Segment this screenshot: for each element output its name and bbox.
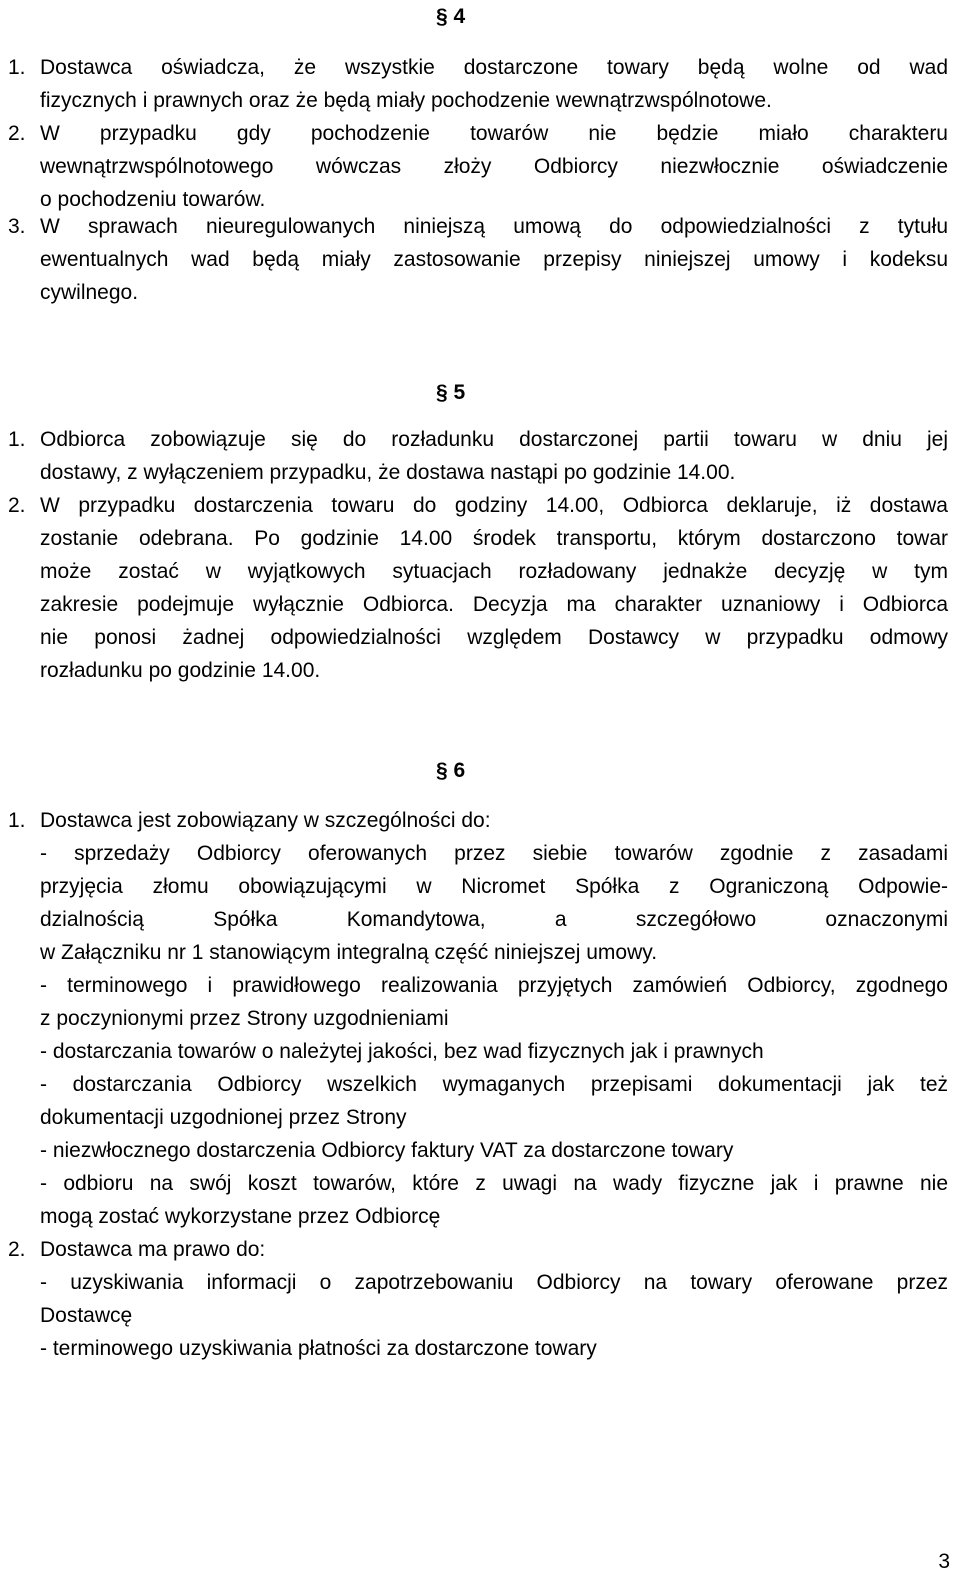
paragraph-line: z poczynionymi przez Strony uzgodnieniami	[40, 1007, 449, 1030]
paragraph-line: dokumentacji uzgodnionej przez Strony	[40, 1106, 407, 1129]
paragraph-line: dostawy, z wyłączeniem przypadku, że dostawa nastąpi po godzinie 14.00.	[40, 461, 736, 484]
paragraph-line: zakresie podejmuje wyłącznie Odbiorca. Decyzja ma charakter uznaniowy i Odbiorca	[40, 593, 948, 616]
paragraph-line: fizycznych i prawnych oraz że będą miały pochodzenie wewnątrzwspólnotowe.	[40, 89, 772, 112]
paragraph-line: mogą zostać wykorzystane przez Odbiorcę	[40, 1205, 441, 1228]
paragraph-line: dzialnością Spółka Komandytowa, a szczegółowo oznaczonymi	[40, 908, 948, 931]
item-number: 2.	[8, 1238, 26, 1261]
section-6-heading: § 6	[436, 759, 466, 782]
item-number: 2.	[8, 122, 26, 145]
paragraph-line: może zostać w wyjątkowych sytuacjach rozładowany jednakże decyzję w tym	[40, 560, 948, 583]
item-number: 2.	[8, 494, 26, 517]
paragraph-line: rozładunku po godzinie 14.00.	[40, 659, 321, 682]
paragraph-line: - odbioru na swój koszt towarów, które z uwagi na wady fizyczne jak i prawne nie	[40, 1172, 948, 1195]
paragraph-line: przyjęcia złomu obowiązującymi w Nicromet Spółka z Ograniczoną Odpowie-	[40, 875, 948, 898]
paragraph-line: w Załączniku nr 1 stanowiącym integralną część niniejszej umowy.	[40, 941, 658, 964]
paragraph-line: Dostawca jest zobowiązany w szczególności do:	[40, 809, 491, 832]
paragraph-line: - niezwłocznego dostarczenia Odbiorcy faktury VAT za dostarczone towary	[40, 1139, 734, 1162]
paragraph-line: o pochodzeniu towarów.	[40, 188, 266, 211]
paragraph-line: - terminowego i prawidłowego realizowania przyjętych zamówień Odbiorcy, zgodnego	[40, 974, 948, 997]
paragraph-line: Dostawcę	[40, 1304, 133, 1327]
paragraph-line: - sprzedaży Odbiorcy oferowanych przez siebie towarów zgodnie z zasadami	[40, 842, 948, 865]
paragraph-line: cywilnego.	[40, 281, 139, 304]
paragraph-line: ewentualnych wad będą miały zastosowanie przepisy niniejszej umowy i kodeksu	[40, 248, 948, 271]
item-number: 1.	[8, 428, 26, 451]
item-number: 3.	[8, 215, 26, 238]
section-5-heading: § 5	[436, 381, 466, 404]
paragraph-line: wewnątrzwspólnotowego wówczas złoży Odbiorcy niezwłocznie oświadczenie	[40, 155, 948, 178]
paragraph-line: Dostawca ma prawo do:	[40, 1238, 266, 1261]
paragraph-line: - dostarczania Odbiorcy wszelkich wymaganych przepisami dokumentacji jak też	[40, 1073, 948, 1096]
paragraph-line: W przypadku dostarczenia towaru do godziny 14.00, Odbiorca deklaruje, iż dostawa	[40, 494, 948, 517]
paragraph-line: Odbiorca zobowiązuje się do rozładunku dostarczonej partii towaru w dniu jej	[40, 428, 948, 451]
page-number: 3	[938, 1550, 950, 1573]
paragraph-line: nie ponosi żadnej odpowiedzialności względem Dostawcy w przypadku odmowy	[40, 626, 948, 649]
paragraph-line: - terminowego uzyskiwania płatności za dostarczone towary	[40, 1337, 597, 1360]
item-number: 1.	[8, 56, 26, 79]
item-number: 1.	[8, 809, 26, 832]
paragraph-line: W sprawach nieuregulowanych niniejszą umową do odpowiedzialności z tytułu	[40, 215, 948, 238]
paragraph-line: W przypadku gdy pochodzenie towarów nie będzie miało charakteru	[40, 122, 948, 145]
paragraph-line: - uzyskiwania informacji o zapotrzebowaniu Odbiorcy na towary oferowane przez	[40, 1271, 948, 1294]
section-4-heading: § 4	[436, 5, 466, 28]
paragraph-line: zostanie odebrana. Po godzinie 14.00 środek transportu, którym dostarczono towar	[40, 527, 948, 550]
paragraph-line: Dostawca oświadcza, że wszystkie dostarczone towary będą wolne od wad	[40, 56, 948, 79]
paragraph-line: - dostarczania towarów o należytej jakości, bez wad fizycznych jak i prawnych	[40, 1040, 764, 1063]
